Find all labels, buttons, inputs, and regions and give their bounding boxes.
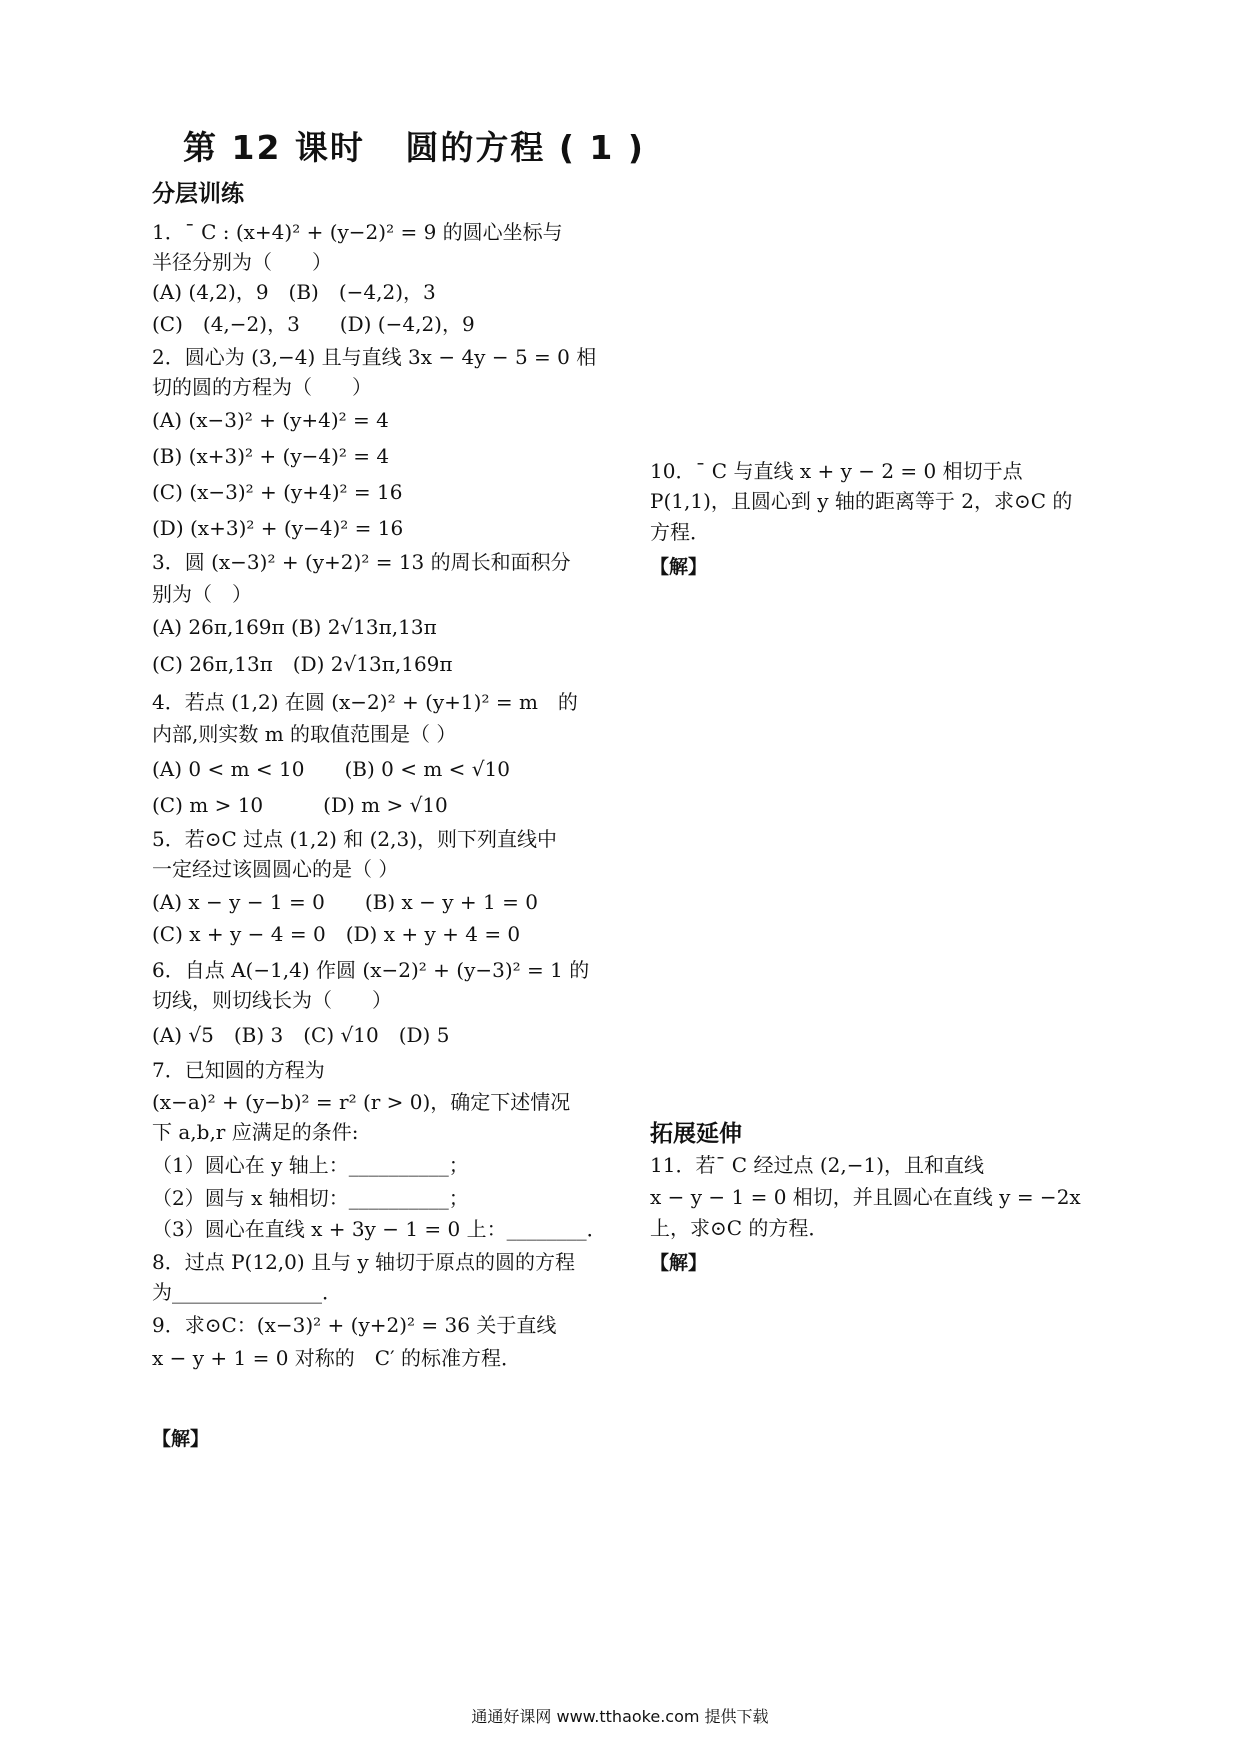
left-text-line: 切线，则切线长为（ ） <box>152 988 392 1012</box>
q10-text-line: P(1,1)，且圆心到 y 轴的距离等于 2，求⊙C 的 <box>650 489 1073 513</box>
left-text-line: 6．自点 A(−1,4) 作圆 (x−2)² + (y−3)² = 1 的 <box>152 958 590 982</box>
left-text-line: 下 a,b,r 应满足的条件: <box>152 1120 359 1144</box>
q10-text-line: 方程． <box>650 520 710 544</box>
left-text-line: (B) (x+3)² + (y−4)² = 4 <box>152 444 390 468</box>
left-text-line: 别为（ ） <box>152 582 252 606</box>
q11-text-line: x − y − 1 = 0 相切，并且圆心在直线 y = −2x <box>650 1185 1081 1209</box>
left-text-line: 2．圆心为 (3,−4) 且与直线 3x − 4y − 5 = 0 相 <box>152 345 597 369</box>
answer-label-q10: 【解】 <box>650 556 708 578</box>
footer-text: 通通好课网 www.tthaoke.com 提供下载 <box>471 1707 769 1726</box>
left-text-line: (x−a)² + (y−b)² = r² (r > 0)，确定下述情况 <box>152 1090 571 1114</box>
left-text-line: 3．圆 (x−3)² + (y+2)² = 13 的周长和面积分 <box>152 550 571 574</box>
page-title: 第 12 课时 圆的方程 ( 1 ) <box>183 128 645 167</box>
left-text-line: (A) √5 (B) 3 (C) √10 (D) 5 <box>152 1023 450 1047</box>
section-heading-training: 分层训练 <box>152 181 244 207</box>
answer-label-q11: 【解】 <box>650 1252 708 1274</box>
left-text-line: 7．已知圆的方程为 <box>152 1058 325 1082</box>
left-text-line: 9．求⊙C：(x−3)² + (y+2)² = 36 关于直线 <box>152 1313 557 1337</box>
left-text-line: (D) (x+3)² + (y−4)² = 16 <box>152 516 404 540</box>
left-text-line: 半径分别为（ ） <box>152 250 332 274</box>
left-text-line: 一定经过该圆圆心的是（ ） <box>152 857 399 881</box>
left-text-line: (C) (4,−2)，3 (D) (−4,2)，9 <box>152 312 475 336</box>
left-text-line: x − y + 1 = 0 对称的 C′ 的标准方程． <box>152 1346 522 1370</box>
left-text-line: (A) 0 < m < 10 (B) 0 < m < √10 <box>152 757 510 781</box>
left-text-line: （2）圆与 x 轴相切：__________； <box>152 1186 469 1210</box>
answer-label-q9: 【解】 <box>152 1428 210 1450</box>
q11-text-line: 上，求⊙C 的方程． <box>650 1216 829 1240</box>
left-text-line: （1）圆心在 y 轴上：__________； <box>152 1153 469 1177</box>
left-text-line: (A) (4,2)，9 (B) (−4,2)，3 <box>152 280 436 304</box>
left-text-line: (A) (x−3)² + (y+4)² = 4 <box>152 408 389 432</box>
left-text-line: (A) 26π,169π (B) 2√13π,13π <box>152 615 437 639</box>
left-text-line: 8．过点 P(12,0) 且与 y 轴切于原点的圆的方程 <box>152 1250 576 1274</box>
left-text-line: (C) x + y − 4 = 0 (D) x + y + 4 = 0 <box>152 922 521 946</box>
left-text-line: 1．¯ C : (x+4)² + (y−2)² = 9 的圆心坐标与 <box>152 220 563 244</box>
q11-text-line: 11．若¯ C 经过点 (2,−1)，且和直线 <box>650 1153 984 1177</box>
left-text-line: (A) x − y − 1 = 0 (B) x − y + 1 = 0 <box>152 890 538 914</box>
left-text-line: 5．若⊙C 过点 (1,2) 和 (2,3)，则下列直线中 <box>152 827 558 851</box>
left-text-line: 切的圆的方程为（ ） <box>152 375 372 399</box>
left-text-line: (C) m > 10 (D) m > √10 <box>152 793 448 817</box>
left-text-line: （3）圆心在直线 x + 3y − 1 = 0 上：________． <box>152 1217 607 1241</box>
left-text-line: 4．若点 (1,2) 在圆 (x−2)² + (y+1)² = m 的 <box>152 690 578 714</box>
left-text-line: 为_______________． <box>152 1280 342 1304</box>
left-text-line: 内部,则实数 m 的取值范围是（ ） <box>152 722 457 746</box>
left-text-line: (C) (x−3)² + (y+4)² = 16 <box>152 480 403 504</box>
q10-text-line: 10．¯ C 与直线 x + y − 2 = 0 相切于点 <box>650 459 1023 483</box>
section-heading-extension: 拓展延伸 <box>650 1121 742 1147</box>
left-text-line: (C) 26π,13π (D) 2√13π,169π <box>152 652 453 676</box>
